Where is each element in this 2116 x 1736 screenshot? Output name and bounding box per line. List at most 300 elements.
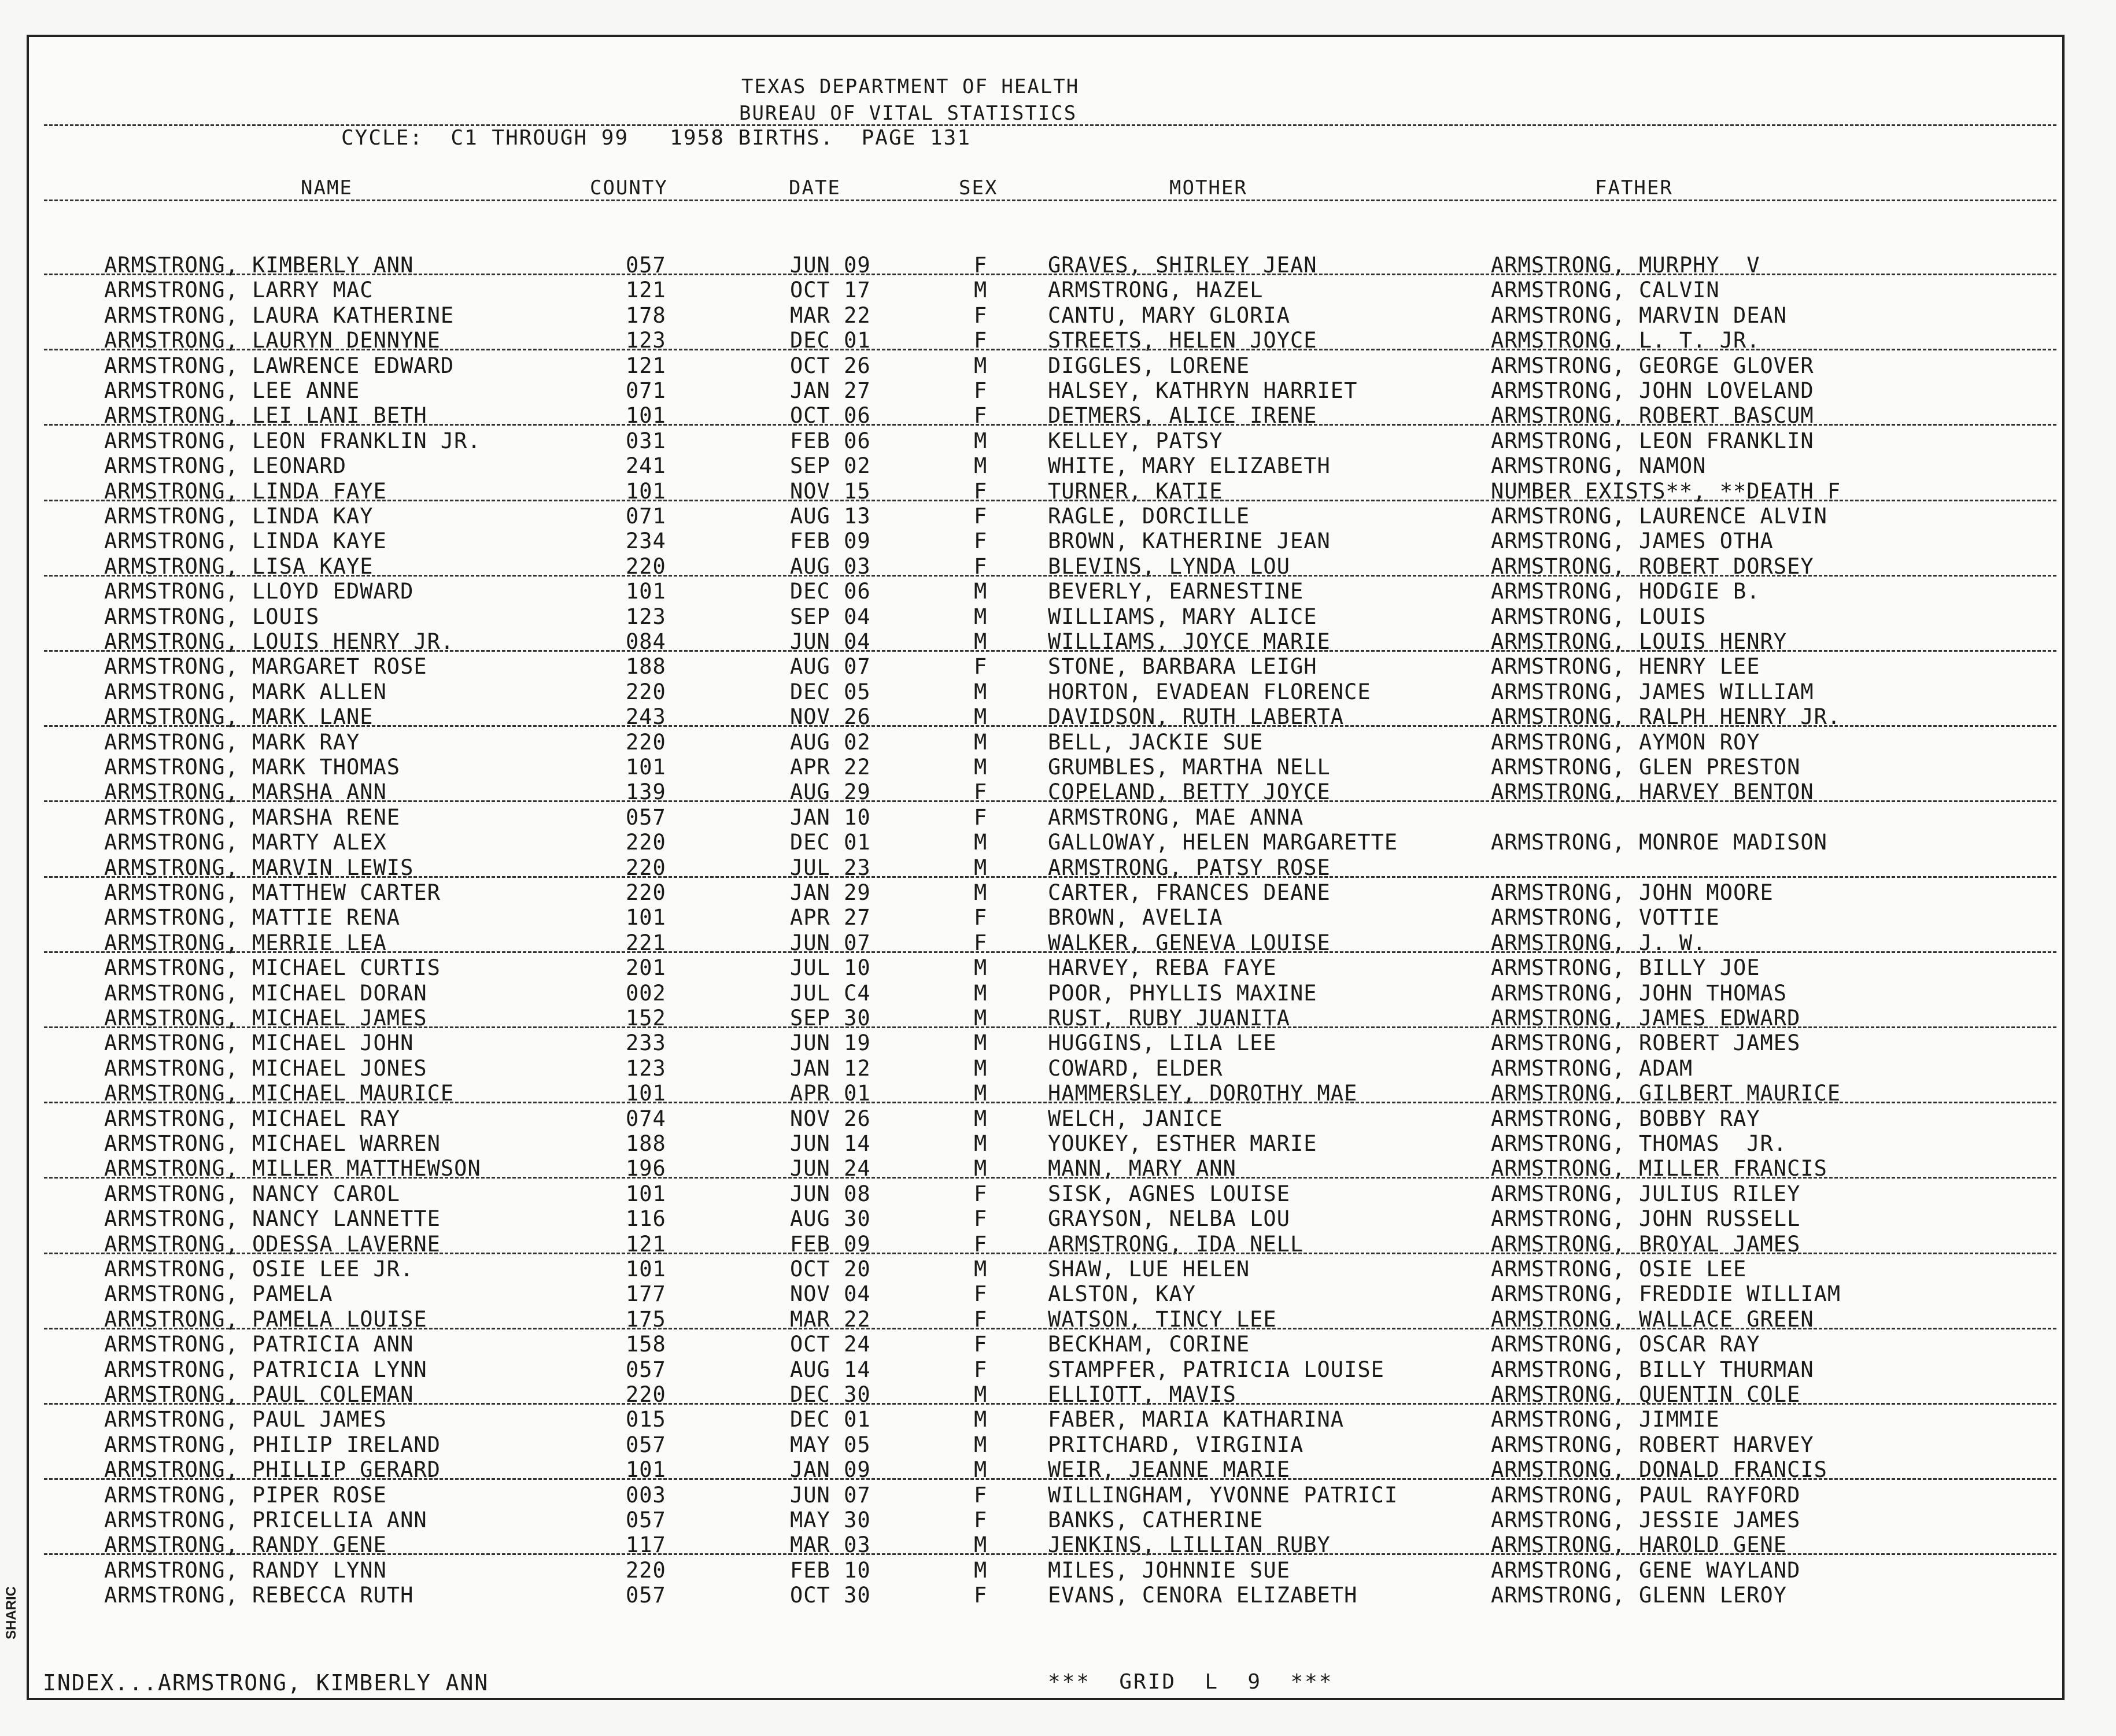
cell-name: ARMSTRONG, PAMELA	[104, 1281, 333, 1306]
cell-county: 057	[626, 1432, 666, 1457]
cell-sex: M	[974, 855, 988, 880]
cell-date: OCT 06	[790, 403, 871, 428]
cell-sex: F	[974, 1508, 988, 1532]
cell-sex: F	[974, 805, 988, 830]
column-header-name: NAME	[301, 176, 353, 200]
cell-mother: HAMMERSLEY, DOROTHY MAE	[1048, 1081, 1358, 1106]
table-row	[0, 1106, 2116, 1131]
cell-sex: M	[974, 1006, 988, 1030]
table-row	[0, 730, 2116, 755]
cell-name: ARMSTRONG, LEE ANNE	[104, 378, 360, 403]
cell-county: 220	[626, 880, 666, 905]
cell-county: 196	[626, 1156, 666, 1181]
cell-father: ARMSTRONG, WALLACE GREEN	[1491, 1307, 1814, 1332]
cell-father: ARMSTRONG, THOMAS JR.	[1491, 1131, 1788, 1156]
cell-father: ARMSTRONG, MONROE MADISON	[1491, 830, 1827, 855]
cell-mother: WILLIAMS, JOYCE MARIE	[1048, 629, 1331, 654]
cell-father: ARMSTRONG, JAMES OTHA	[1491, 529, 1774, 553]
cell-county: 116	[626, 1206, 666, 1231]
cell-sex: M	[974, 1257, 988, 1281]
cell-county: 175	[626, 1307, 666, 1332]
cell-date: MAY 30	[790, 1508, 871, 1532]
row-divider	[44, 1177, 2056, 1179]
cell-mother: BELL, JACKIE SUE	[1048, 730, 1264, 755]
cell-sex: M	[974, 755, 988, 780]
cell-sex: M	[974, 730, 988, 755]
cell-date: AUG 03	[790, 554, 871, 579]
cell-father: ARMSTRONG, HODGIE B.	[1491, 579, 1760, 604]
cell-mother: YOUKEY, ESTHER MARIE	[1048, 1131, 1317, 1156]
cell-father: ARMSTRONG, MARVIN DEAN	[1491, 303, 1788, 328]
cell-name: ARMSTRONG, MICHAEL MAURICE	[104, 1081, 455, 1106]
cell-father: ARMSTRONG, QUENTIN COLE	[1491, 1382, 1801, 1407]
cell-mother: ELLIOTT, MAVIS	[1048, 1382, 1236, 1407]
table-row	[0, 905, 2116, 930]
cell-date: FEB 09	[790, 529, 871, 553]
cell-father: ARMSTRONG, RALPH HENRY JR.	[1491, 704, 1841, 729]
cell-sex: F	[974, 1232, 988, 1257]
cell-name: ARMSTRONG, MARGARET ROSE	[104, 654, 427, 679]
cell-county: 220	[626, 554, 666, 579]
cell-date: OCT 24	[790, 1332, 871, 1357]
cell-mother: BECKHAM, CORINE	[1048, 1332, 1250, 1357]
cell-father: ARMSTRONG, LAURENCE ALVIN	[1491, 504, 1827, 529]
table-row	[0, 1131, 2116, 1156]
row-divider	[44, 951, 2056, 953]
cell-mother: CANTU, MARY GLORIA	[1048, 303, 1290, 328]
cell-date: APR 22	[790, 755, 871, 780]
cell-mother: GRAVES, SHIRLEY JEAN	[1048, 253, 1317, 278]
cell-sex: F	[974, 1332, 988, 1357]
cell-mother: BANKS, CATHERINE	[1048, 1508, 1264, 1532]
cell-name: ARMSTRONG, MATTIE RENA	[104, 905, 401, 930]
cell-name: ARMSTRONG, ODESSA LAVERNE	[104, 1232, 441, 1257]
cell-county: 152	[626, 1006, 666, 1030]
cell-mother: ARMSTRONG, HAZEL	[1048, 278, 1264, 302]
cell-name: ARMSTRONG, MARK LANE	[104, 704, 374, 729]
cell-sex: M	[974, 429, 988, 453]
table-row	[0, 1407, 2116, 1432]
cell-mother: DIGGLES, LORENE	[1048, 353, 1250, 378]
cell-father: ARMSTRONG, HARVEY BENTON	[1491, 780, 1814, 804]
cell-date: JUL C4	[790, 981, 871, 1006]
cell-father: ARMSTRONG, BOBBY RAY	[1491, 1106, 1760, 1131]
cell-date: JUN 24	[790, 1156, 871, 1181]
cell-date: JAN 09	[790, 1457, 871, 1482]
cell-mother: FABER, MARIA KATHARINA	[1048, 1407, 1345, 1432]
cell-sex: F	[974, 253, 988, 278]
cell-name: ARMSTRONG, MICHAEL JONES	[104, 1056, 427, 1081]
cell-father: ARMSTRONG, ROBERT BASCUM	[1491, 403, 1814, 428]
table-row	[0, 1483, 2116, 1508]
cell-county: 057	[626, 253, 666, 278]
cell-county: 123	[626, 1056, 666, 1081]
cell-mother: ARMSTRONG, PATSY ROSE	[1048, 855, 1331, 880]
cell-mother: BEVERLY, EARNESTINE	[1048, 579, 1304, 604]
cell-date: FEB 06	[790, 429, 871, 453]
table-row	[0, 529, 2116, 553]
cell-name: ARMSTRONG, PATRICIA LYNN	[104, 1357, 427, 1382]
cell-mother: TURNER, KATIE	[1048, 479, 1223, 504]
cell-mother: WHITE, MARY ELIZABETH	[1048, 453, 1331, 478]
cell-county: 243	[626, 704, 666, 729]
cell-date: OCT 30	[790, 1583, 871, 1608]
cell-mother: COPELAND, BETTY JOYCE	[1048, 780, 1331, 804]
cell-sex: M	[974, 880, 988, 905]
cell-date: DEC 06	[790, 579, 871, 604]
cell-name: ARMSTRONG, RANDY LYNN	[104, 1558, 387, 1583]
cell-sex: F	[974, 1307, 988, 1332]
cell-date: FEB 10	[790, 1558, 871, 1583]
cell-county: 084	[626, 629, 666, 654]
cell-sex: F	[974, 403, 988, 428]
cell-father: ARMSTRONG, JAMES WILLIAM	[1491, 679, 1814, 704]
cell-county: 121	[626, 353, 666, 378]
cell-father: ARMSTRONG, GLEN PRESTON	[1491, 755, 1801, 780]
table-row	[0, 378, 2116, 403]
cell-father: ARMSTRONG, ROBERT DORSEY	[1491, 554, 1814, 579]
cell-county: 221	[626, 930, 666, 955]
cell-name: ARMSTRONG, MARK THOMAS	[104, 755, 401, 780]
column-header-sex: SEX	[959, 176, 998, 200]
cell-father: ARMSTRONG, LEON FRANKLIN	[1491, 429, 1814, 453]
cell-father: ARMSTRONG, L. T. JR.	[1491, 328, 1760, 353]
cell-mother: DAVIDSON, RUTH LABERTA	[1048, 704, 1345, 729]
cell-county: 178	[626, 303, 666, 328]
cell-mother: CARTER, FRANCES DEANE	[1048, 880, 1331, 905]
cell-father: ARMSTRONG, GILBERT MAURICE	[1491, 1081, 1841, 1106]
cell-date: SEP 02	[790, 453, 871, 478]
cell-name: ARMSTRONG, MICHAEL JOHN	[104, 1030, 414, 1055]
cell-date: DEC 30	[790, 1382, 871, 1407]
table-row	[0, 1357, 2116, 1382]
cell-mother: GRUMBLES, MARTHA NELL	[1048, 755, 1331, 780]
cell-father: ARMSTRONG, MURPHY V	[1491, 253, 1760, 278]
cell-sex: M	[974, 353, 988, 378]
cell-mother: EVANS, CENORA ELIZABETH	[1048, 1583, 1358, 1608]
cell-sex: M	[974, 679, 988, 704]
cell-date: JUL 10	[790, 955, 871, 980]
cell-sex: F	[974, 905, 988, 930]
cell-county: 188	[626, 654, 666, 679]
cell-father: ARMSTRONG, JOHN MOORE	[1491, 880, 1774, 905]
table-row	[0, 654, 2116, 679]
cell-date: OCT 17	[790, 278, 871, 302]
row-divider	[44, 1478, 2056, 1480]
cell-name: ARMSTRONG, MARVIN LEWIS	[104, 855, 414, 880]
cell-mother: KELLEY, PATSY	[1048, 429, 1223, 453]
cell-name: ARMSTRONG, MARK ALLEN	[104, 679, 387, 704]
cell-date: DEC 01	[790, 328, 871, 353]
cell-father: ARMSTRONG, BROYAL JAMES	[1491, 1232, 1801, 1257]
cell-mother: HARVEY, REBA FAYE	[1048, 955, 1277, 980]
table-row	[0, 1583, 2116, 1608]
row-divider	[44, 424, 2056, 426]
cell-county: 121	[626, 1232, 666, 1257]
cell-sex: F	[974, 1281, 988, 1306]
cell-name: ARMSTRONG, NANCY CAROL	[104, 1181, 401, 1206]
cell-name: ARMSTRONG, PIPER ROSE	[104, 1483, 387, 1508]
header-title: TEXAS DEPARTMENT OF HEALTH	[741, 75, 1080, 98]
table-row	[0, 1030, 2116, 1055]
cell-name: ARMSTRONG, LISA KAYE	[104, 554, 374, 579]
cell-mother: PRITCHARD, VIRGINIA	[1048, 1432, 1304, 1457]
cell-sex: F	[974, 529, 988, 553]
cell-father: ARMSTRONG, JOHN THOMAS	[1491, 981, 1788, 1006]
cell-mother: ARMSTRONG, IDA NELL	[1048, 1232, 1304, 1257]
cell-county: 101	[626, 1257, 666, 1281]
table-row	[0, 504, 2116, 529]
cell-county: 123	[626, 328, 666, 353]
cell-sex: F	[974, 479, 988, 504]
cell-father: ARMSTRONG, JAMES EDWARD	[1491, 1006, 1801, 1030]
cell-date: DEC 05	[790, 679, 871, 704]
cell-sex: F	[974, 780, 988, 804]
cell-name: ARMSTRONG, MARSHA RENE	[104, 805, 401, 830]
table-row	[0, 830, 2116, 855]
cell-sex: F	[974, 504, 988, 529]
cell-date: AUG 30	[790, 1206, 871, 1231]
cell-sex: M	[974, 1407, 988, 1432]
cell-father: ARMSTRONG, JULIUS RILEY	[1491, 1181, 1801, 1206]
cell-date: MAR 22	[790, 1307, 871, 1332]
cell-mother: RAGLE, DORCILLE	[1048, 504, 1250, 529]
cell-sex: F	[974, 328, 988, 353]
cell-name: ARMSTRONG, PAUL COLEMAN	[104, 1382, 414, 1407]
cell-date: AUG 07	[790, 654, 871, 679]
cell-county: 234	[626, 529, 666, 553]
table-row	[0, 880, 2116, 905]
cell-father: ARMSTRONG, GENE WAYLAND	[1491, 1558, 1801, 1583]
cell-county: 220	[626, 730, 666, 755]
cell-mother: RUST, RUBY JUANITA	[1048, 1006, 1290, 1030]
cell-date: APR 27	[790, 905, 871, 930]
cell-name: ARMSTRONG, LLOYD EDWARD	[104, 579, 414, 604]
cell-county: 101	[626, 403, 666, 428]
cell-sex: F	[974, 1181, 988, 1206]
cell-name: ARMSTRONG, LOUIS HENRY JR.	[104, 629, 455, 654]
cell-father: ARMSTRONG, HAROLD GENE	[1491, 1532, 1788, 1557]
table-row	[0, 579, 2116, 604]
cell-father: ARMSTRONG, OSCAR RAY	[1491, 1332, 1760, 1357]
row-divider	[44, 725, 2056, 727]
cell-mother: HALSEY, KATHRYN HARRIET	[1048, 378, 1358, 403]
cell-father: ARMSTRONG, GEORGE GLOVER	[1491, 353, 1814, 378]
cell-father: ARMSTRONG, ADAM	[1491, 1056, 1693, 1081]
cell-county: 220	[626, 679, 666, 704]
row-divider	[44, 1403, 2056, 1405]
table-row	[0, 429, 2116, 453]
cell-father: ARMSTRONG, FREDDIE WILLIAM	[1491, 1281, 1841, 1306]
cell-county: 201	[626, 955, 666, 980]
cell-mother: GRAYSON, NELBA LOU	[1048, 1206, 1290, 1231]
cell-mother: BLEVINS, LYNDA LOU	[1048, 554, 1290, 579]
cell-county: 074	[626, 1106, 666, 1131]
cell-date: AUG 14	[790, 1357, 871, 1382]
cell-mother: MANN, MARY ANN	[1048, 1156, 1236, 1181]
cell-county: 101	[626, 755, 666, 780]
cell-county: 057	[626, 1508, 666, 1532]
cell-name: ARMSTRONG, OSIE LEE JR.	[104, 1257, 414, 1281]
cell-county: 057	[626, 805, 666, 830]
cell-sex: F	[974, 654, 988, 679]
cell-sex: F	[974, 930, 988, 955]
cell-name: ARMSTRONG, MICHAEL CURTIS	[104, 955, 441, 980]
cell-sex: M	[974, 981, 988, 1006]
table-row	[0, 303, 2116, 328]
cell-sex: F	[974, 1583, 988, 1608]
table-row	[0, 679, 2116, 704]
cell-name: ARMSTRONG, RANDY GENE	[104, 1532, 387, 1557]
cell-date: JAN 29	[790, 880, 871, 905]
cell-date: NOV 26	[790, 704, 871, 729]
cell-sex: M	[974, 579, 988, 604]
cell-county: 220	[626, 1382, 666, 1407]
table-row	[0, 981, 2116, 1006]
cell-name: ARMSTRONG, LINDA FAYE	[104, 479, 387, 504]
cell-county: 002	[626, 981, 666, 1006]
cell-father: ARMSTRONG, OSIE LEE	[1491, 1257, 1747, 1281]
cell-father: ARMSTRONG, BILLY JOE	[1491, 955, 1760, 980]
cell-father: NUMBER EXISTS**, **DEATH F	[1491, 479, 1841, 504]
footer-index: INDEX...ARMSTRONG, KIMBERLY ANN	[43, 1670, 489, 1696]
row-divider	[44, 1026, 2056, 1028]
cell-name: ARMSTRONG, LINDA KAY	[104, 504, 374, 529]
cell-county: 139	[626, 780, 666, 804]
cell-date: JUN 08	[790, 1181, 871, 1206]
cell-date: NOV 26	[790, 1106, 871, 1131]
cell-sex: M	[974, 1457, 988, 1482]
cell-father: ARMSTRONG, LOUIS	[1491, 604, 1707, 629]
cell-mother: MILES, JOHNNIE SUE	[1048, 1558, 1290, 1583]
cell-sex: M	[974, 1106, 988, 1131]
row-divider	[44, 1253, 2056, 1254]
cell-mother: WILLIAMS, MARY ALICE	[1048, 604, 1317, 629]
cell-name: ARMSTRONG, PAUL JAMES	[104, 1407, 387, 1432]
cell-date: JAN 10	[790, 805, 871, 830]
cell-sex: M	[974, 830, 988, 855]
cell-father: ARMSTRONG, CALVIN	[1491, 278, 1720, 302]
cell-sex: M	[974, 604, 988, 629]
cell-county: 101	[626, 1457, 666, 1482]
cell-mother: WEIR, JEANNE MARIE	[1048, 1457, 1290, 1482]
cell-date: OCT 26	[790, 353, 871, 378]
cell-sex: M	[974, 955, 988, 980]
cell-sex: F	[974, 378, 988, 403]
cell-name: ARMSTRONG, LEI LANI BETH	[104, 403, 427, 428]
cell-mother: DETMERS, ALICE IRENE	[1048, 403, 1317, 428]
cell-date: DEC 01	[790, 830, 871, 855]
cell-name: ARMSTRONG, LAURYN DENNYNE	[104, 328, 441, 353]
cell-name: ARMSTRONG, MARK RAY	[104, 730, 360, 755]
cell-sex: F	[974, 1357, 988, 1382]
cell-name: ARMSTRONG, LEON FRANKLIN JR.	[104, 429, 481, 453]
cell-name: ARMSTRONG, REBECCA RUTH	[104, 1583, 414, 1608]
cell-date: APR 01	[790, 1081, 871, 1106]
cell-date: SEP 30	[790, 1006, 871, 1030]
cell-name: ARMSTRONG, PATRICIA ANN	[104, 1332, 414, 1357]
cell-mother: COWARD, ELDER	[1048, 1056, 1223, 1081]
header-subtitle: BUREAU OF VITAL STATISTICS	[739, 102, 1077, 125]
cell-sex: M	[974, 1558, 988, 1583]
cell-date: AUG 13	[790, 504, 871, 529]
side-mark: SHARIC	[3, 1586, 19, 1639]
cell-name: ARMSTRONG, MICHAEL RAY	[104, 1106, 401, 1131]
cell-name: ARMSTRONG, PRICELLIA ANN	[104, 1508, 427, 1532]
cell-mother: HORTON, EVADEAN FLORENCE	[1048, 679, 1371, 704]
cell-mother: BROWN, KATHERINE JEAN	[1048, 529, 1331, 553]
cell-name: ARMSTRONG, LAURA KATHERINE	[104, 303, 455, 328]
cell-sex: F	[974, 1206, 988, 1231]
cell-mother: WELCH, JANICE	[1048, 1106, 1223, 1131]
cell-name: ARMSTRONG, MICHAEL WARREN	[104, 1131, 441, 1156]
cell-county: 117	[626, 1532, 666, 1557]
cell-date: JAN 12	[790, 1056, 871, 1081]
cell-mother: ARMSTRONG, MAE ANNA	[1048, 805, 1304, 830]
cell-sex: M	[974, 1081, 988, 1106]
cell-county: 101	[626, 905, 666, 930]
row-divider	[44, 349, 2056, 350]
cell-date: AUG 29	[790, 780, 871, 804]
cell-sex: F	[974, 303, 988, 328]
cell-mother: STAMPFER, PATRICIA LOUISE	[1048, 1357, 1384, 1382]
cell-county: 121	[626, 278, 666, 302]
cell-mother: WATSON, TINCY LEE	[1048, 1307, 1277, 1332]
cell-date: JUN 19	[790, 1030, 871, 1055]
cell-county: 057	[626, 1583, 666, 1608]
cell-county: 101	[626, 579, 666, 604]
cell-county: 220	[626, 1558, 666, 1583]
table-row	[0, 453, 2116, 478]
row-divider	[44, 876, 2056, 878]
row-divider	[44, 1328, 2056, 1329]
cell-name: ARMSTRONG, MICHAEL JAMES	[104, 1006, 427, 1030]
cell-father: ARMSTRONG, BILLY THURMAN	[1491, 1357, 1814, 1382]
cell-date: SEP 04	[790, 604, 871, 629]
cell-sex: M	[974, 1056, 988, 1081]
cell-name: ARMSTRONG, LARRY MAC	[104, 278, 374, 302]
cell-sex: M	[974, 453, 988, 478]
cell-date: MAY 05	[790, 1432, 871, 1457]
cell-sex: M	[974, 704, 988, 729]
cell-name: ARMSTRONG, MARSHA ANN	[104, 780, 387, 804]
table-row	[0, 1332, 2116, 1357]
cell-mother: STREETS, HELEN JOYCE	[1048, 328, 1317, 353]
cell-mother: WALKER, GENEVA LOUISE	[1048, 930, 1331, 955]
cell-county: 031	[626, 429, 666, 453]
cell-sex: M	[974, 1382, 988, 1407]
cell-father: ARMSTRONG, MILLER FRANCIS	[1491, 1156, 1827, 1181]
cell-name: ARMSTRONG, LAWRENCE EDWARD	[104, 353, 455, 378]
row-divider	[44, 1553, 2056, 1555]
cell-father: ARMSTRONG, ROBERT HARVEY	[1491, 1432, 1814, 1457]
cell-county: 233	[626, 1030, 666, 1055]
cell-county: 241	[626, 453, 666, 478]
table-row	[0, 1508, 2116, 1532]
cell-father: ARMSTRONG, AYMON ROY	[1491, 730, 1760, 755]
row-divider	[44, 575, 2056, 577]
cell-mother: BROWN, AVELIA	[1048, 905, 1223, 930]
cell-mother: ALSTON, KAY	[1048, 1281, 1197, 1306]
cell-date: MAR 03	[790, 1532, 871, 1557]
cell-mother: STONE, BARBARA LEIGH	[1048, 654, 1317, 679]
cell-sex: M	[974, 1030, 988, 1055]
cell-date: MAR 22	[790, 303, 871, 328]
cell-father: ARMSTRONG, LOUIS HENRY	[1491, 629, 1788, 654]
row-divider	[44, 650, 2056, 652]
cell-name: ARMSTRONG, PAMELA LOUISE	[104, 1307, 427, 1332]
cell-father: ARMSTRONG, JOHN RUSSELL	[1491, 1206, 1801, 1231]
